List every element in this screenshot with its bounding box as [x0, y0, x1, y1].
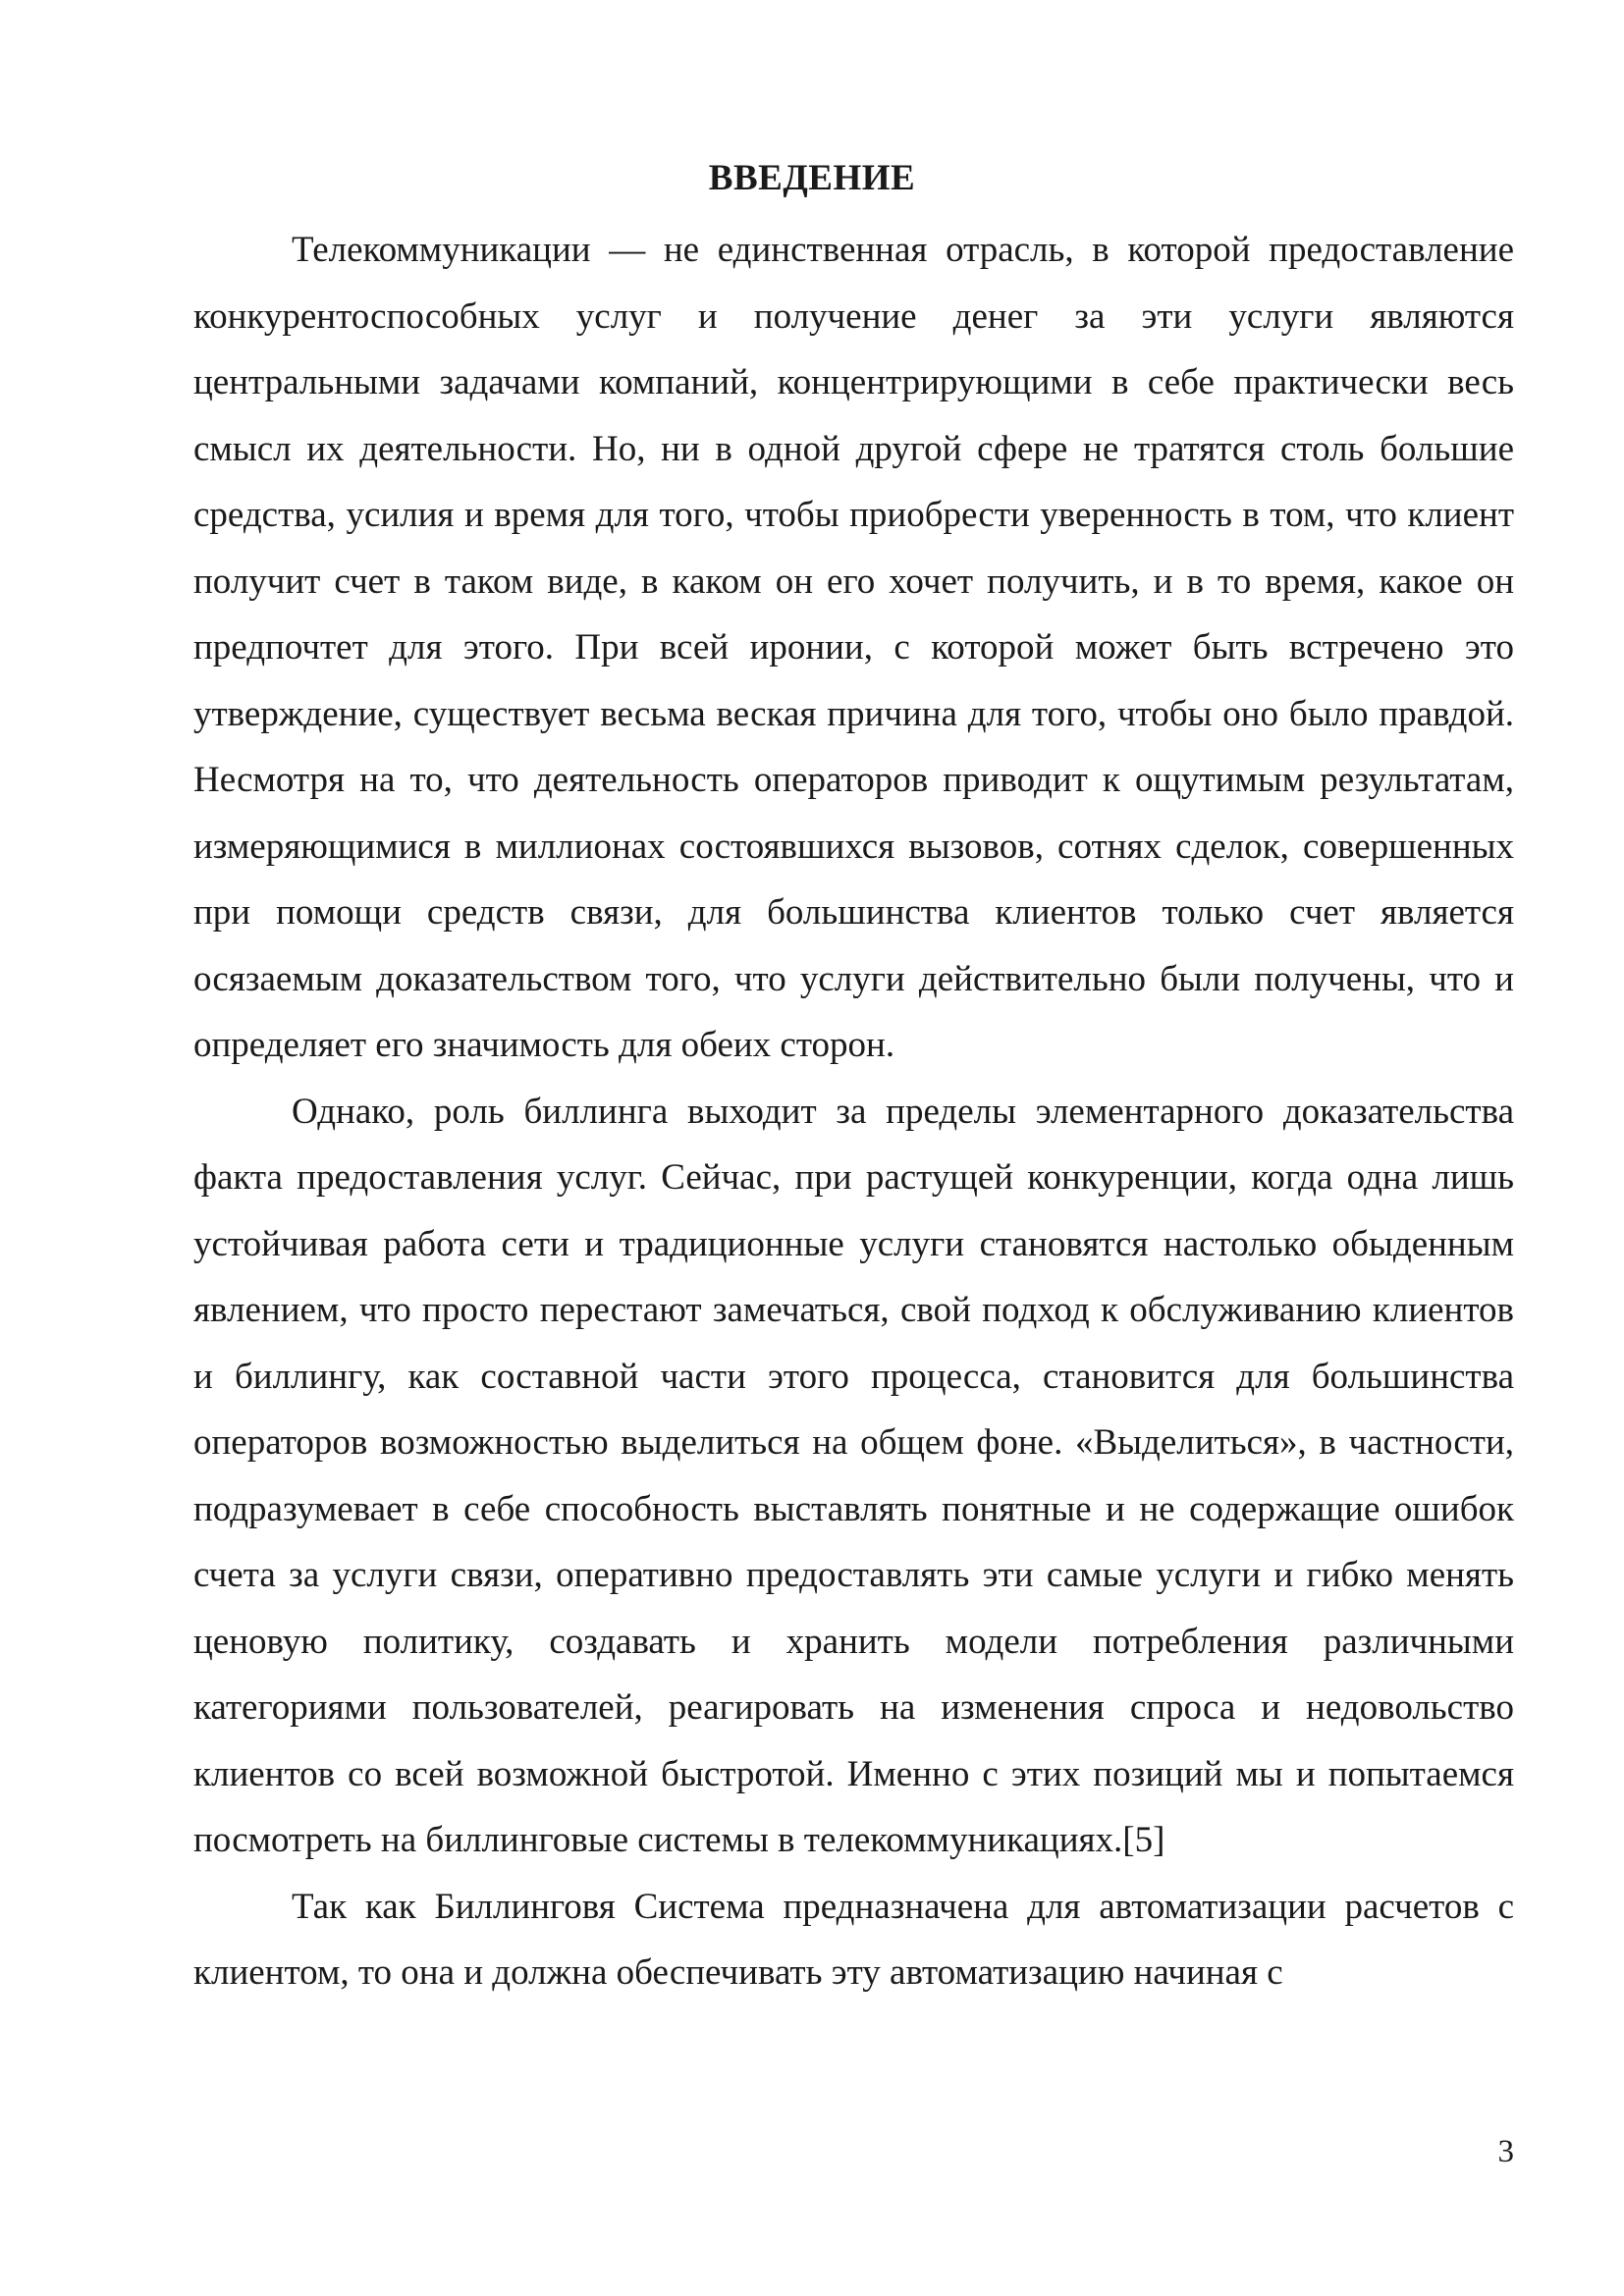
- page-heading: ВВЕДЕНИЕ: [708, 158, 916, 198]
- page-number: 3: [1497, 2134, 1514, 2169]
- body-text: [193, 217, 1514, 2006]
- paragraph-2: Однако, роль биллинга выходит за пределы элементарного доказательства факта предоставления услуг. Сейчас, при растущей конкуренции, когда одна лишь устойчивая работа сети и традиционные услуги становятся настолько обыденным явлением, что просто перестают замечаться, свой подход к обслуживанию клиентов и биллингу, как составной части этого процесса, становится для большинства операторов возможностью выделиться на общем фоне. «Выделиться», в частности, подразумевает в себе способность выставлять понятные и не содержащие ошибок счета за услуги связи, оперативно предоставлять эти самые услуги и гибко менять ценовую политику, создавать и хранить модели потребления различными категориями пользователей, реагировать на изменения спроса и недовольство клиентов со всей возможной быстротой. Именно с этих позиций мы и попытаемся посмотреть на биллинговые системы в телекоммуникациях.[5]: [193, 1091, 1514, 1860]
- paragraph-3: Так как Биллинговя Система предназначена для автоматизации расчетов с клиентом, то она и должна обеспечивать эту автоматизацию начиная с: [193, 1886, 1514, 1993]
- paragraph-1: Телекоммуникации — не единственная отрасль, в которой предоставление конкурентоспособных услуг и получение денег за эти услуги являются центральными задачами компаний, концентрирующими в себе практически весь смысл их деятельности. Но, ни в одной другой сфере не тратятся столь большие средства, усилия и время для того, чтобы приобрести уверенность в том, что клиент получит счет в таком виде, в каком он его хочет получить, и в то время, какое он предпочтет для этого. При всей иронии, с которой может быть встречено это утверждение, существует весьма веская причина для того, чтобы оно было правдой. Несмотря на то, что деятельность операторов приводит к ощутимым результатам, измеряющимися в миллионах состоявшихся вызовов, сотнях сделок, совершенных при помощи средств связи, для большинства клиентов только счет является осязаемым доказательством того, что услуги действительно были получены, что и определяет его значимость для обеих сторон.: [193, 230, 1514, 1065]
